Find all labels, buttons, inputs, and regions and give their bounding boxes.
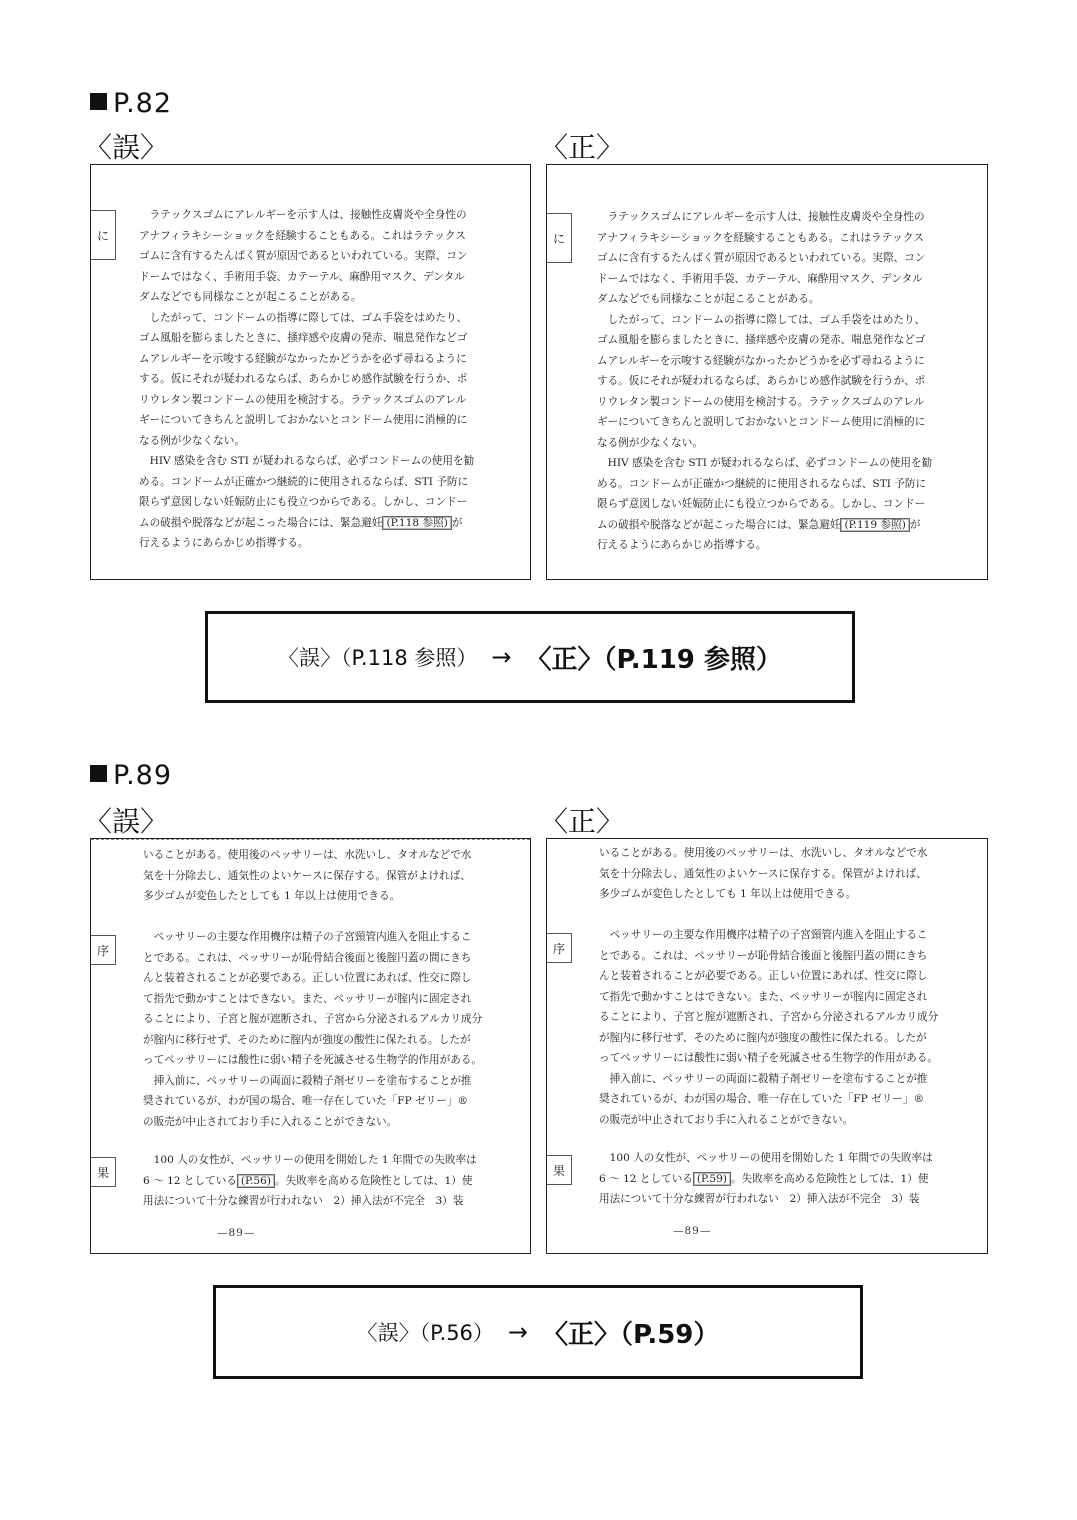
text-line: ムアレルギーを示唆する経験がなかったかどうかを必ず尋ねるように <box>597 354 925 367</box>
text-line: ドームではなく、手術用手袋、カテーテル、麻酔用マスク、デンタル <box>597 272 923 285</box>
text-line: 気を十分除去し、通気性のよいケースに保存する。保管がよければ、 <box>143 869 471 882</box>
text-line: 挿入前に、ペッサリーの両面に殺精子剤ゼリーを塗布することが推 <box>143 1074 472 1087</box>
heading-text: P.82 <box>113 88 173 119</box>
section-heading-p82 <box>90 88 172 119</box>
page-number: —89— <box>217 1227 256 1239</box>
arrow-right-icon: → <box>507 1318 529 1346</box>
torn-edge <box>91 839 530 842</box>
ref-post: 。失敗率を高める危険性としては、1）使 <box>274 1174 473 1187</box>
ref-post: が <box>909 518 921 531</box>
correction-right: 〈正〉（P.59） <box>542 1319 720 1350</box>
text-line: ラテックスゴムにアレルギーを示す人は、接触性皮膚炎や全身性の <box>139 209 467 221</box>
text-line: アナフィラキシーショックを経験することもある。これはラテックス <box>597 231 924 244</box>
section-heading-p89 <box>90 760 172 791</box>
text-line: が腟内に移行せず、そのために腟内が強度の酸性に保たれる。したが <box>599 1031 927 1044</box>
text-line: の販売が中止されており手に入れることができない。 <box>599 1113 854 1126</box>
excerpt-text-block2 <box>599 925 938 1130</box>
excerpt-text-block3 <box>143 1150 477 1212</box>
side-tab: 序 <box>547 933 572 963</box>
text-line: ギーについてきちんと説明しておかないとコンドーム使用に消極的に <box>597 416 926 428</box>
page-reference-highlight: (P.56) <box>237 1174 275 1188</box>
text-line: HIV 感染を含む STI が疑われるならば、必ずコンドームの使用を勧 <box>139 455 475 467</box>
text-line: する。仮にそれが疑われるならば、あらかじめ感作試験を行うか、ポ <box>139 373 468 385</box>
text-line: んと装着されることが必要である。正しい位置にあれば、性交に際し <box>599 970 928 982</box>
text-line: いることがある。使用後のペッサリーは、水洗いし、タオルなどで水 <box>143 849 472 861</box>
ref-pre: 6 〜 12 としている <box>599 1172 693 1185</box>
text-line: いることがある。使用後のペッサリーは、水洗いし、タオルなどで水 <box>599 847 928 859</box>
correction-right: 〈正〉（P.119 参照） <box>525 644 782 675</box>
text-line: 100 人の女性が、ペッサリーの使用を開始した 1 年間での失敗率は <box>599 1152 933 1164</box>
ref-pre: ムの破損や脱落などが起こった場合には、緊急避妊 <box>139 516 383 529</box>
text-line: 奨されているが、わが国の場合、唯一存在していた「FP ゼリー」® <box>599 1093 925 1105</box>
text-line: HIV 感染を含む STI が疑われるならば、必ずコンドームの使用を勧 <box>597 457 933 469</box>
page-reference-highlight: (P.119 参照) <box>840 518 909 532</box>
text-line: リウレタン製コンドームの使用を検討する。ラテックスゴムのアレル <box>597 395 925 408</box>
text-line: したがって、コンドームの指導に際しては、ゴム手袋をはめたり、 <box>139 311 468 324</box>
right-label: 〈正〉 <box>540 131 625 164</box>
text-line: 用法について十分な練習が行われない 2）挿入法が不完全 3）装 <box>599 1193 920 1205</box>
side-tab: に <box>91 210 116 260</box>
text-line: ってペッサリーには酸性に弱い精子を死滅させる生物学的作用がある。 <box>599 1052 938 1064</box>
text-line: とである。これは、ペッサリーが恥骨結合後面と後腟円蓋の間にきち <box>143 951 472 964</box>
text-line: ゴムに含有するたんぱく質が原因であるといわれている。実際、コン <box>139 250 468 262</box>
ref-post: 。失敗率を高める危険性としては、1）使 <box>730 1172 929 1185</box>
excerpt-text-block3 <box>599 1148 933 1210</box>
text-line: 限らず意図しない妊娠防止にも役立つからである。しかし、コンドー <box>597 498 926 510</box>
text-line: ムアレルギーを示唆する経験がなかったかどうかを必ず尋ねるように <box>139 352 467 365</box>
text-line: ラテックスゴムにアレルギーを示す人は、接触性皮膚炎や全身性の <box>597 211 925 223</box>
arrow-right-icon: → <box>491 643 512 671</box>
wrong-label: 〈誤〉 <box>84 805 169 838</box>
wrong-excerpt-p82 <box>90 164 531 580</box>
text-line: ギーについてきちんと説明しておかないとコンドーム使用に消極的に <box>139 414 468 426</box>
page-reference-highlight: (P.118 参照) <box>382 516 451 530</box>
ref-pre: 6 〜 12 としている <box>143 1174 237 1187</box>
wrong-excerpt-p89 <box>90 838 531 1254</box>
text-line: が腟内に移行せず、そのために腟内が強度の酸性に保たれる。したが <box>143 1033 471 1046</box>
text-line: したがって、コンドームの指導に際しては、ゴム手袋をはめたり、 <box>597 313 926 326</box>
square-bullet-icon <box>90 93 107 110</box>
text-line: 奨されているが、わが国の場合、唯一存在していた「FP ゼリー」® <box>143 1095 469 1107</box>
correction-wrong: 〈誤〉（P.118 参照） <box>278 646 478 670</box>
right-label: 〈正〉 <box>540 805 625 838</box>
text-line: ゴムに含有するたんぱく質が原因であるといわれている。実際、コン <box>597 252 926 264</box>
text-line: とである。これは、ペッサリーが恥骨結合後面と後腟円蓋の間にきち <box>599 949 928 962</box>
wrong-label: 〈誤〉 <box>84 131 169 164</box>
excerpt-text-block1 <box>143 845 471 907</box>
text-line: 用法について十分な練習が行われない 2）挿入法が不完全 3）装 <box>143 1195 464 1207</box>
ref-pre: ムの破損や脱落などが起こった場合には、緊急避妊 <box>597 518 841 531</box>
text-line: アナフィラキシーショックを経験することもある。これはラテックス <box>139 229 466 242</box>
excerpt-text-block1 <box>599 843 927 905</box>
right-excerpt-p89 <box>546 838 988 1254</box>
ref-post: が <box>451 516 463 529</box>
page-reference-highlight: (P.59) <box>693 1172 731 1186</box>
text-line: 100 人の女性が、ペッサリーの使用を開始した 1 年間での失敗率は <box>143 1154 477 1166</box>
text-line: ダムなどでも同様なことが起こることがある。 <box>139 291 362 303</box>
text-line: ゴム風船を膨らましたときに、掻痒感や皮膚の発赤、喘息発作などゴ <box>597 334 926 346</box>
excerpt-text <box>597 207 932 556</box>
text-line: ドームではなく、手術用手袋、カテーテル、麻酔用マスク、デンタル <box>139 270 465 283</box>
text-line: ゴム風船を膨らましたときに、掻痒感や皮膚の発赤、喘息発作などゴ <box>139 332 468 344</box>
text-line: ってペッサリーには酸性に弱い精子を死滅させる生物学的作用がある。 <box>143 1054 482 1066</box>
text-line: 気を十分除去し、通気性のよいケースに保存する。保管がよければ、 <box>599 867 927 880</box>
text-line: する。仮にそれが疑われるならば、あらかじめ感作試験を行うか、ポ <box>597 375 926 387</box>
side-tab: 果 <box>547 1155 572 1185</box>
side-tab: に <box>547 213 572 263</box>
text-line-with-ref <box>143 1171 477 1192</box>
text-line: 多少ゴムが変色したとしても 1 年以上は使用できる。 <box>143 890 401 902</box>
text-line: て指先で動かすことはできない。また、ペッサリーが腟内に固定され <box>143 992 472 1005</box>
text-line: リウレタン製コンドームの使用を検討する。ラテックスゴムのアレル <box>139 393 467 406</box>
text-line: て指先で動かすことはできない。また、ペッサリーが腟内に固定され <box>599 990 928 1003</box>
text-line: 行えるようにあらかじめ指導する。 <box>597 539 767 551</box>
page-number: —89— <box>673 1225 712 1237</box>
side-tab: 序 <box>91 935 116 965</box>
text-line-with-ref <box>599 1169 933 1190</box>
text-line: める。コンドームが正確かつ継続的に使用されるならば、STI 予防に <box>597 477 927 490</box>
correction-box-p89 <box>213 1285 863 1379</box>
text-line: なる例が少なくない。 <box>597 436 703 449</box>
square-bullet-icon <box>90 765 107 782</box>
text-line: 限らず意図しない妊娠防止にも役立つからである。しかし、コンドー <box>139 496 468 508</box>
text-line: 行えるようにあらかじめ指導する。 <box>139 537 309 549</box>
text-line: ることにより、子宮と腟が遮断され、子宮から分泌されるアルカリ成分 <box>599 1011 939 1023</box>
text-line: んと装着されることが必要である。正しい位置にあれば、性交に際し <box>143 972 472 984</box>
text-line-with-ref <box>597 515 932 536</box>
text-line-with-ref <box>139 513 474 534</box>
right-excerpt-p82 <box>546 164 988 580</box>
text-line: 多少ゴムが変色したとしても 1 年以上は使用できる。 <box>599 888 857 900</box>
text-line: ることにより、子宮と腟が遮断され、子宮から分泌されるアルカリ成分 <box>143 1013 483 1025</box>
text-line: める。コンドームが正確かつ継続的に使用されるならば、STI 予防に <box>139 475 469 488</box>
side-tab: 果 <box>91 1157 116 1187</box>
correction-wrong: 〈誤〉（P.56） <box>356 1321 494 1345</box>
text-line: ペッサリーの主要な作用機序は精子の子宮頸管内進入を阻止するこ <box>599 929 928 941</box>
excerpt-text <box>139 205 474 554</box>
excerpt-text-block2 <box>143 927 482 1132</box>
text-line: ペッサリーの主要な作用機序は精子の子宮頸管内進入を阻止するこ <box>143 931 472 943</box>
correction-box-p82 <box>205 611 855 703</box>
heading-text: P.89 <box>113 760 173 791</box>
text-line: の販売が中止されており手に入れることができない。 <box>143 1115 398 1128</box>
text-line: ダムなどでも同様なことが起こることがある。 <box>597 293 820 305</box>
text-line: なる例が少なくない。 <box>139 434 245 447</box>
text-line: 挿入前に、ペッサリーの両面に殺精子剤ゼリーを塗布することが推 <box>599 1072 928 1085</box>
